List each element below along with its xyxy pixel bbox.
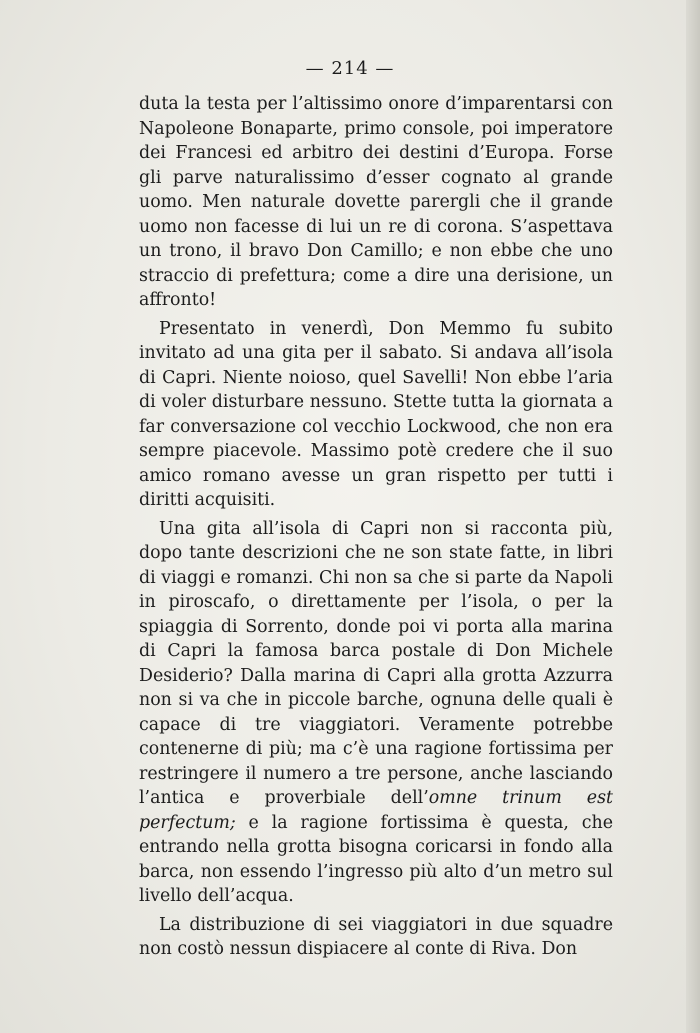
paragraph-1: duta la testa per l’altissimo onore d’imparentarsi con Napoleone Bonaparte, primo console, poi imperatore dei Francesi ed arbitro dei destini d’Europa. Forse gli parve naturalissimo d’esser cognato al grande uomo. Men naturale dovette parergli che il grande uomo non facesse di lui un re di corona. S’aspettava un trono, il bravo Don Camillo; e non ebbe che uno straccio di prefettura; come a dire una derisione, un affronto! (139, 94, 613, 310)
paragraph-3-text-before: Una gita all’isola di Capri non si racconta più, dopo tante descrizioni che ne son state fatte, in libri di viaggi e romanzi. Chi non sa che si parte da Napoli in piroscafo, o direttamente per l’isola, o per la spiaggia di Sorrento, donde poi vi porta alla marina di Capri la famosa barca postale di Don Michele Desiderio? Dalla marina di Capri alla grotta Azzurra non si va che in piccole barche, ognuna delle quali è capace di tre viaggiatori. Veramente potrebbe contenerne di più; ma c’è una ragione fortissima per restringere il numero a tre persone, anche lasciando l’antica e proverbiale dell’ (139, 518, 613, 808)
paragraph-3-italic-quote: omne trinum est perfectum; (139, 788, 614, 833)
paragraph-3-text-after: e la ragione fortissima è questa, che entrando nella grotta bisogna coricarsi in fondo alla barca, non essendo l’ingresso più alto d’un metro sul livello dell’acqua. (139, 812, 613, 906)
paragraph-2: Presentato in venerdì, Don Memmo fu subito invitato ad una gita per il sabato. Si andava all’isola di Capri. Niente noioso, quel Savelli! Non ebbe l’aria di voler disturbare nessuno. Stette tutta la giornata a far conversazione col vecchio Lockwood, che non era sempre piacevole. Massimo potè credere che il suo amico romano avesse un gran rispetto per tutti i diritti acquisiti. (139, 318, 613, 510)
body-text (139, 92, 613, 962)
page-edge (686, 0, 700, 1033)
paragraph-4: La distribuzione di sei viaggiatori in due squadre non costò nessun dispiacere al conte di Riva. Don (139, 914, 613, 959)
page-number: — 214 — (305, 58, 395, 79)
paragraph-3 (139, 517, 613, 909)
